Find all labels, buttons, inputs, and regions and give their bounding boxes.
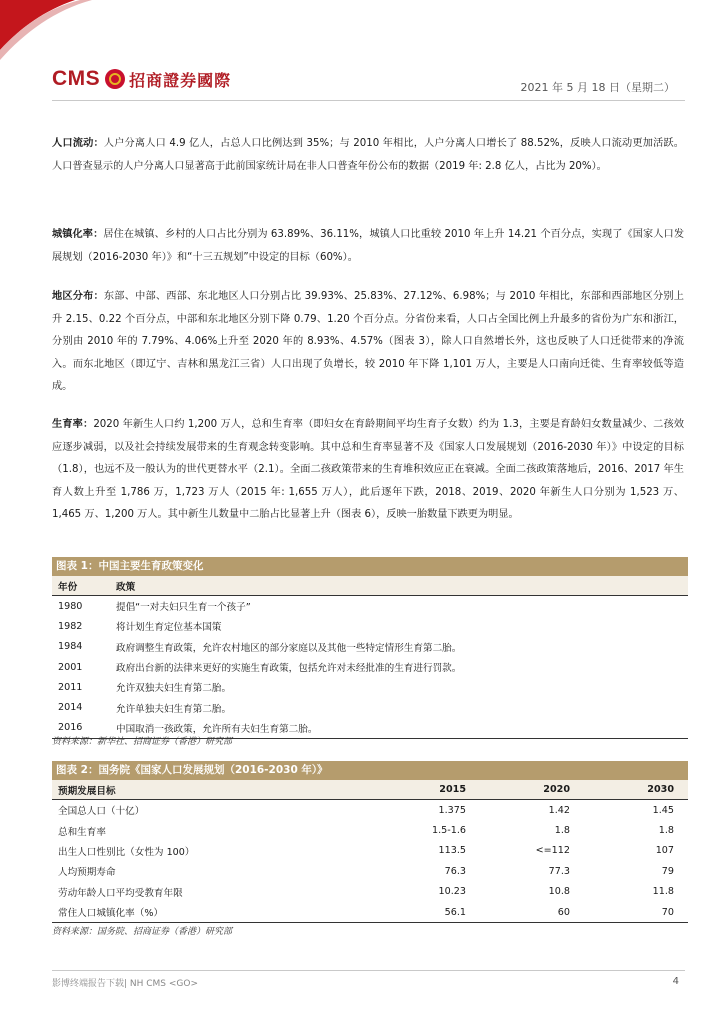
figure2-source: 资料来源：国务院、招商证券（香港）研究部 [52,927,233,937]
col-header-target: 预期发展目标 [52,780,376,800]
cell-policy: 允许双独夫妇生育第二胎。 [116,683,232,695]
page-number: 4 [672,976,679,987]
cell-value: 56.1 [376,902,480,923]
table-row [52,677,688,697]
cell-value: 1.5-1.6 [432,825,466,837]
cell-label: 劳动年龄人口平均受教育年限 [58,887,183,899]
figure1-source: 资料来源：新华社、招商证券（香港）研究部 [52,737,233,747]
table-row [52,861,688,881]
cell-value: 77.3 [548,865,570,877]
logo-emblem-icon [105,69,125,89]
table-row [52,882,688,902]
cell-value: 79 [661,865,674,877]
paragraph-lead: 人口流动： [52,138,104,149]
cell-value: 1.8 [554,825,570,837]
footer-terminal-text: 影博终端报告下载| NH CMS <GO> [52,979,199,989]
paragraph-text: 人户分离人口 4.9 亿人，占总人口比例达到 35%；与 2010 年相比，人户分离人口增长了 88.52%，反映人口流动更加活跃。人口普查显示的人户分离人口显著高于此前国家统计局在非人口普查年份公布的数据（2019 年: 2.8 亿人，占比为 20%）。 [52,138,684,172]
cell-value: <=112 [535,845,570,857]
table-row [52,637,688,657]
cell-year: 1984 [58,641,83,653]
paragraph-lead: 地区分布： [52,291,104,302]
table-row [52,800,688,821]
cell-policy: 政府调整生育政策，允许农村地区的部分家庭以及其他一些特定情形生育第二胎。 [116,642,462,654]
paragraph-urbanization [52,224,684,269]
cell-policy: 将计划生育定位基本国策 [116,622,222,634]
cell-value: 1.42 [548,804,570,816]
header-decoration [0,0,130,60]
cell-policy: 允许单独夫妇生育第二胎。 [116,703,232,715]
col-header-policy: 政策 [116,576,688,596]
cell-value: 76.3 [444,865,466,877]
cell-label: 出生人口性别比（女性为 100） [58,846,195,858]
company-logo [52,66,231,92]
cell-value: 10.8 [548,886,570,898]
table-row [52,657,688,677]
figure1-title: 图表 1：中国主要生育政策变化 [52,557,688,576]
cell-year: 2014 [58,702,83,714]
col-header-2030: 2030 [584,780,688,800]
col-header-2015: 2015 [376,780,480,800]
report-date: 2021 年 5 月 18 日（星期二） [520,81,675,94]
cell-value: 1.45 [652,804,674,816]
cell-label: 总和生育率 [58,826,106,838]
paragraph-fertility [52,414,684,527]
cell-value: 60 [480,902,584,923]
cell-policy: 中国取消一孩政策，允许所有夫妇生育第二胎。 [116,718,688,739]
cell-policy: 政府出台新的法律来更好的实施生育政策，包括允许对未经批准的生育进行罚款。 [116,663,462,675]
cell-value: 10.23 [438,886,466,898]
footer-divider [52,970,685,971]
paragraph-text: 2020 年新生人口约 1,200 万人，总和生育率（即妇女在育龄期间平均生育子女数）约为 1.3，主要是育龄妇女数量减少、二孩效应逐步减弱，以及社会持续发展带来的生育观念转变影响。其中总和生育率显著不及《国家人口发展规划（2016-2030 年）》中设定的目标（1.8），也远不及一般认为的世代更替水平（2.1）。全面二孩政策带来的生育堆积效应正在衰减。全面二孩政策落地后，2016、2017 年生育人数上升至 1,786 万，1,723 万人（2015 年: 1,655 万人），此后逐年下跌，2018、2019、2020 年新生人口分别为 1,523 万、1,465 万、1,200 万人。其中新生儿数量中二胎占比显著上升（图表 6），反映一胎数量下跌更为明显。 [52,419,685,520]
paragraph-text: 居住在城镇、乡村的人口占比分别为 63.89%、36.11%，城镇人口比重较 2010 年上升 14.21 个百分点，实现了《国家人口发展规划（2016-2030 年）》和“十三五规划”中设定的目标（60%）。 [52,229,685,263]
cell-value: 1.8 [658,825,674,837]
table-row [52,841,688,861]
table-row [52,596,688,617]
paragraph-population-flow [52,133,684,178]
paragraph-lead: 城镇化率： [52,229,104,240]
table-row [52,820,688,840]
cell-value: 113.5 [438,845,466,857]
cell-label: 常住人口城镇化率（%） [52,902,376,923]
development-targets-table [52,780,688,923]
paragraph-regional-distribution [52,286,684,399]
cell-year: 2016 [52,718,116,739]
cell-label: 人均预期寿命 [58,867,116,879]
col-header-year: 年份 [52,576,116,596]
paragraph-text: 东部、中部、西部、东北地区人口分别占比 39.93%、25.83%、27.12%、6.98%；与 2010 年相比，东部和西部地区分别上升 2.15、0.22 个百分点，中部和东北地区分别下降 0.79、1.20 个百分点。分省份来看，人口占全国比例上升最多的省份为广东和浙江，分别由 2010 年的 7.79%、4.06%上升至 2020 年的 8.93%、4.57%（图表 3），除人口自然增长外，这也反映了人口迁徙带来的净流入。而东北地区（即辽宁、吉林和黑龙江三省）人口出现了负增长，较 2010 年下降 1,101 万人，主要是人口南向迁徙、生育率较低等造成。 [52,291,684,392]
logo-chinese-text: 招商證券國際 [129,70,232,90]
cell-value: 70 [584,902,688,923]
cell-year: 1982 [58,620,83,632]
cell-year: 1980 [58,600,83,612]
table-header-row [52,576,688,596]
cell-value: 11.8 [652,886,674,898]
col-header-2020: 2020 [480,780,584,800]
table-row [52,902,688,923]
cell-year: 2011 [58,681,83,693]
cell-value: 1.375 [438,804,466,816]
header-divider [52,100,685,101]
paragraph-lead: 生育率： [52,419,94,430]
cell-value: 107 [655,845,674,857]
table-row [52,697,688,717]
figure2-title: 图表 2：国务院《国家人口发展规划（2016-2030 年）》 [52,761,688,780]
table-row [52,616,688,636]
cell-label: 全国总人口（十亿） [58,806,145,818]
logo-cms-text: CMS [52,67,101,90]
cell-policy: 提倡“一对夫妇只生育一个孩子” [116,602,251,614]
cell-year: 2001 [58,661,83,673]
policy-table [52,576,688,739]
table-header-row [52,780,688,800]
